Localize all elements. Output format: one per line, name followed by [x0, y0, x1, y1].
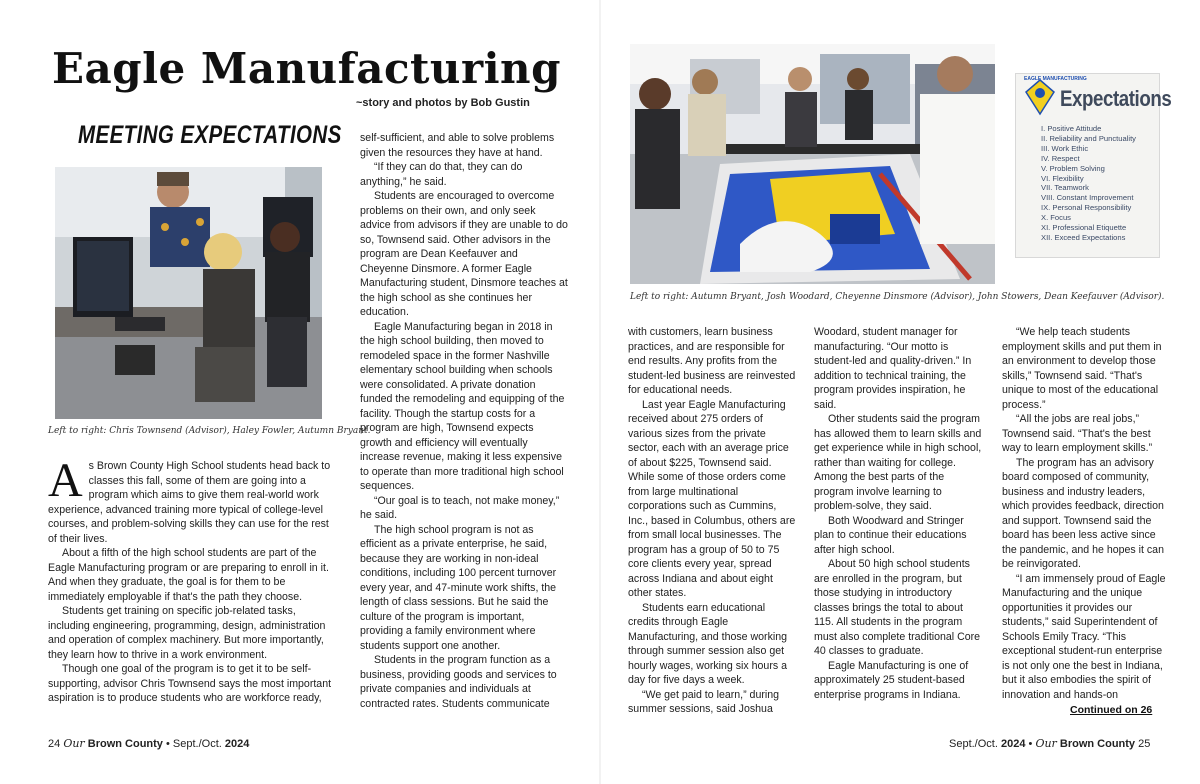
issue-year-left: 2024 — [224, 738, 250, 750]
continued-link[interactable]: Continued on 26 — [1070, 704, 1153, 716]
paragraph: “I am immensely proud of Eagle Manufacturing and the unique opportunities it provides our students,” said Superintendent of Schools Emily Tracy. “This exceptional student-run enterprise is not only one the best in Indiana, but it also embodies the spirit of innovation and hands-on — [1002, 572, 1166, 701]
poster-item: XII. Exceed Expectations — [1041, 232, 1126, 242]
paragraph: Last year Eagle Manufacturing received about 275 orders of various sizes from the private sector, each with an average price of about $225, Townsend said. While some of those orders come from large multinational corporations such as Cummins, Inc., based in Columbus, others are from small local businesses. The program has a group of 50 to 75 core clients every year, spread across Indiana and about eight other states. — [628, 398, 796, 599]
paragraph: Eagle Manufacturing began in 2018 in the high school building, then moved to remodeled space in the former Nashville elementary school building when schools were consolidated. A private donation funded the remodeling and equipping of the facility. Though the startup costs for a program are high, Townsend expects growth and efficiency will eventually increase revenue, making it less expensive to operate than more traditional high school sequences. — [360, 320, 565, 492]
poster-logo-text: EAGLE MANUFACTURING — [1024, 76, 1087, 82]
column-4 — [814, 325, 984, 702]
paragraph: “Our goal is to teach, not make money,” he said. — [360, 494, 560, 521]
footer-left: 24 Our Brown County • Sept./Oct. 2024 — [48, 737, 250, 750]
column-1 — [48, 454, 332, 706]
paragraph: Both Woodward and Stringer plan to continue their educations after high school. — [814, 514, 967, 556]
paragraph: Students get training on specific job-related tasks, including engineering, programming, design, administration and operation of complex machinery. But more importantly, they learn how to thrive in a work environment. — [48, 605, 326, 661]
left-photo-caption: Left to right: Chris Townsend (Advisor), Haley Fowler, Autumn Bryant. — [48, 426, 371, 436]
paragraph: Students earn educational credits through Eagle Manufacturing, and those working through summer session also get hourly wages, working six hours a day for five days a week. — [628, 601, 787, 686]
top-photo-caption: Left to right: Autumn Bryant, Josh Woodard, Cheyenne Dinsmore (Advisor), John Stowers, Dean Keefauver (Advisor). — [630, 292, 1165, 302]
issue-year-right: 2024 — [1000, 738, 1026, 750]
paragraph: The high school program is not as efficient as a private enterprise, he said, because they are working in non-ideal conditions, including 100 percent turnover every year, and 47-minute work shifts, the length of class sessions. But he said the culture of the program is important, providing a family environment where students support one another. — [360, 523, 557, 652]
photo-banner-work — [630, 44, 995, 284]
drop-cap: A — [48, 454, 83, 507]
column-2 — [360, 131, 568, 711]
eagle-logo-icon — [1020, 78, 1060, 116]
poster-item: IX. Personal Responsibility — [1041, 203, 1132, 213]
paragraph: s Brown County High School students head back to classes this fall, some of them are going into a program which aims to give them real-world work experience, advanced training more typical of college-level courses, and problem-solving skills they can use for the rest of their lives. — [48, 460, 331, 545]
poster-heading: Expectations — [1060, 86, 1172, 111]
photo-lab-computers — [55, 167, 322, 419]
poster-item: I. Positive Attitude — [1041, 124, 1102, 133]
magazine-ours: Our — [63, 737, 85, 750]
paragraph: “If they can do that, they can do anything,” he said. — [360, 161, 523, 188]
issue-right: Sept./Oct. — [949, 738, 998, 750]
paragraph: Students are encouraged to overcome problems on their own, and only seek advice from advisors if they are unable to do so, Townsend said. Other advisors in the program are Dean Keefauver and Cheyenne Dinsmore. A former Eagle Manufacturing student, Dinsmore teaches at the high school as she continues her education. — [360, 190, 568, 318]
paragraph: The program has an advisory board composed of community, business and industry leaders, which provides feedback, direction and support. Townsend said the board has been less active since the pandemic, and he hopes it can be reinvigorated. — [1002, 456, 1164, 570]
poster-item: VI. Flexibility — [1041, 173, 1084, 183]
poster-item: IV. Respect — [1041, 153, 1080, 163]
poster-item: V. Problem Solving — [1041, 163, 1105, 173]
paragraph: Eagle Manufacturing is one of approximately 25 student-based enterprise programs in Indiana. — [814, 659, 969, 701]
paragraph: Other students said the program has allowed them to learn skills and get experience while in high school, rather than waiting for college. Among the best parts of the program involve learning to problem-solve, they said. — [814, 413, 982, 512]
paragraph: “We help teach students employment skills and put them in an environment to develop those skills,” Townsend said. “That's unique to most of the educational process.” — [1002, 326, 1162, 411]
paragraph: self-sufficient, and able to solve problems given the resources they have at hand. — [360, 132, 555, 159]
issue-left: Sept./Oct. — [172, 738, 222, 750]
page-gutter — [599, 0, 601, 784]
poster-item: II. Reliability and Punctuality — [1041, 133, 1136, 143]
poster-item: XI. Professional Etiquette — [1041, 223, 1127, 233]
byline: ~story and photos by Bob Gustin — [356, 97, 530, 109]
column-5 — [1002, 325, 1172, 702]
page-number-right: 25 — [1138, 738, 1151, 750]
paragraph: “We get paid to learn,” during summer sessions, said Joshua — [628, 688, 780, 715]
poster-item: III. Work Ethic — [1041, 143, 1089, 153]
paragraph: Though one goal of the program is to get it to be self-supporting, advisor Chris Townsend says the most important aspiration is to produce students who are workforce ready, — [48, 663, 332, 704]
column-3 — [628, 325, 798, 717]
footer-right: Sept./Oct. 2024 • Our Brown County 25 — [949, 737, 1151, 750]
magazine-name-right: Brown County — [1059, 738, 1136, 750]
magazine-ours-right: Our — [1035, 737, 1057, 750]
poster-list — [1041, 124, 1136, 243]
expectations-poster — [1015, 73, 1172, 258]
magazine-name: Brown County — [87, 738, 163, 750]
page-number-left: 24 — [48, 738, 61, 750]
article-subtitle: MEETING EXPECTATIONS — [78, 121, 342, 149]
poster-item: VII. Teamwork — [1041, 183, 1089, 193]
paragraph: About a fifth of the high school students are part of the Eagle Manufacturing program or are preparing to enroll in it. And when they graduate, the goal is for them to be immediately employable if that's the path they choose. — [48, 547, 329, 603]
paragraph: Students in the program function as a business, providing goods and services to private companies and individuals at contracted rates. Students communicate — [360, 654, 557, 710]
poster-item: VIII. Constant Improvement — [1041, 193, 1134, 203]
article-title: Eagle Manufacturing — [52, 44, 561, 93]
paragraph: About 50 high school students are enrolled in the program, but those studying in introductory classes brings the total to about 115. All students in the program must also complete traditional Core 40 classes to graduate. — [814, 558, 981, 657]
paragraph: “All the jobs are real jobs,” Townsend said. “That's the best way to learn employment skills.” — [1002, 413, 1153, 454]
paragraph: with customers, learn business practices, and are responsible for end results. Any profits from the student-led business are reinvested for educational needs. — [628, 326, 796, 396]
paragraph: Woodard, student manager for manufacturing. “Our motto is student-led and quality-driven.” In addition to technical training, the program provides inspiration, he said. — [814, 326, 972, 411]
poster-item: X. Focus — [1041, 213, 1071, 223]
